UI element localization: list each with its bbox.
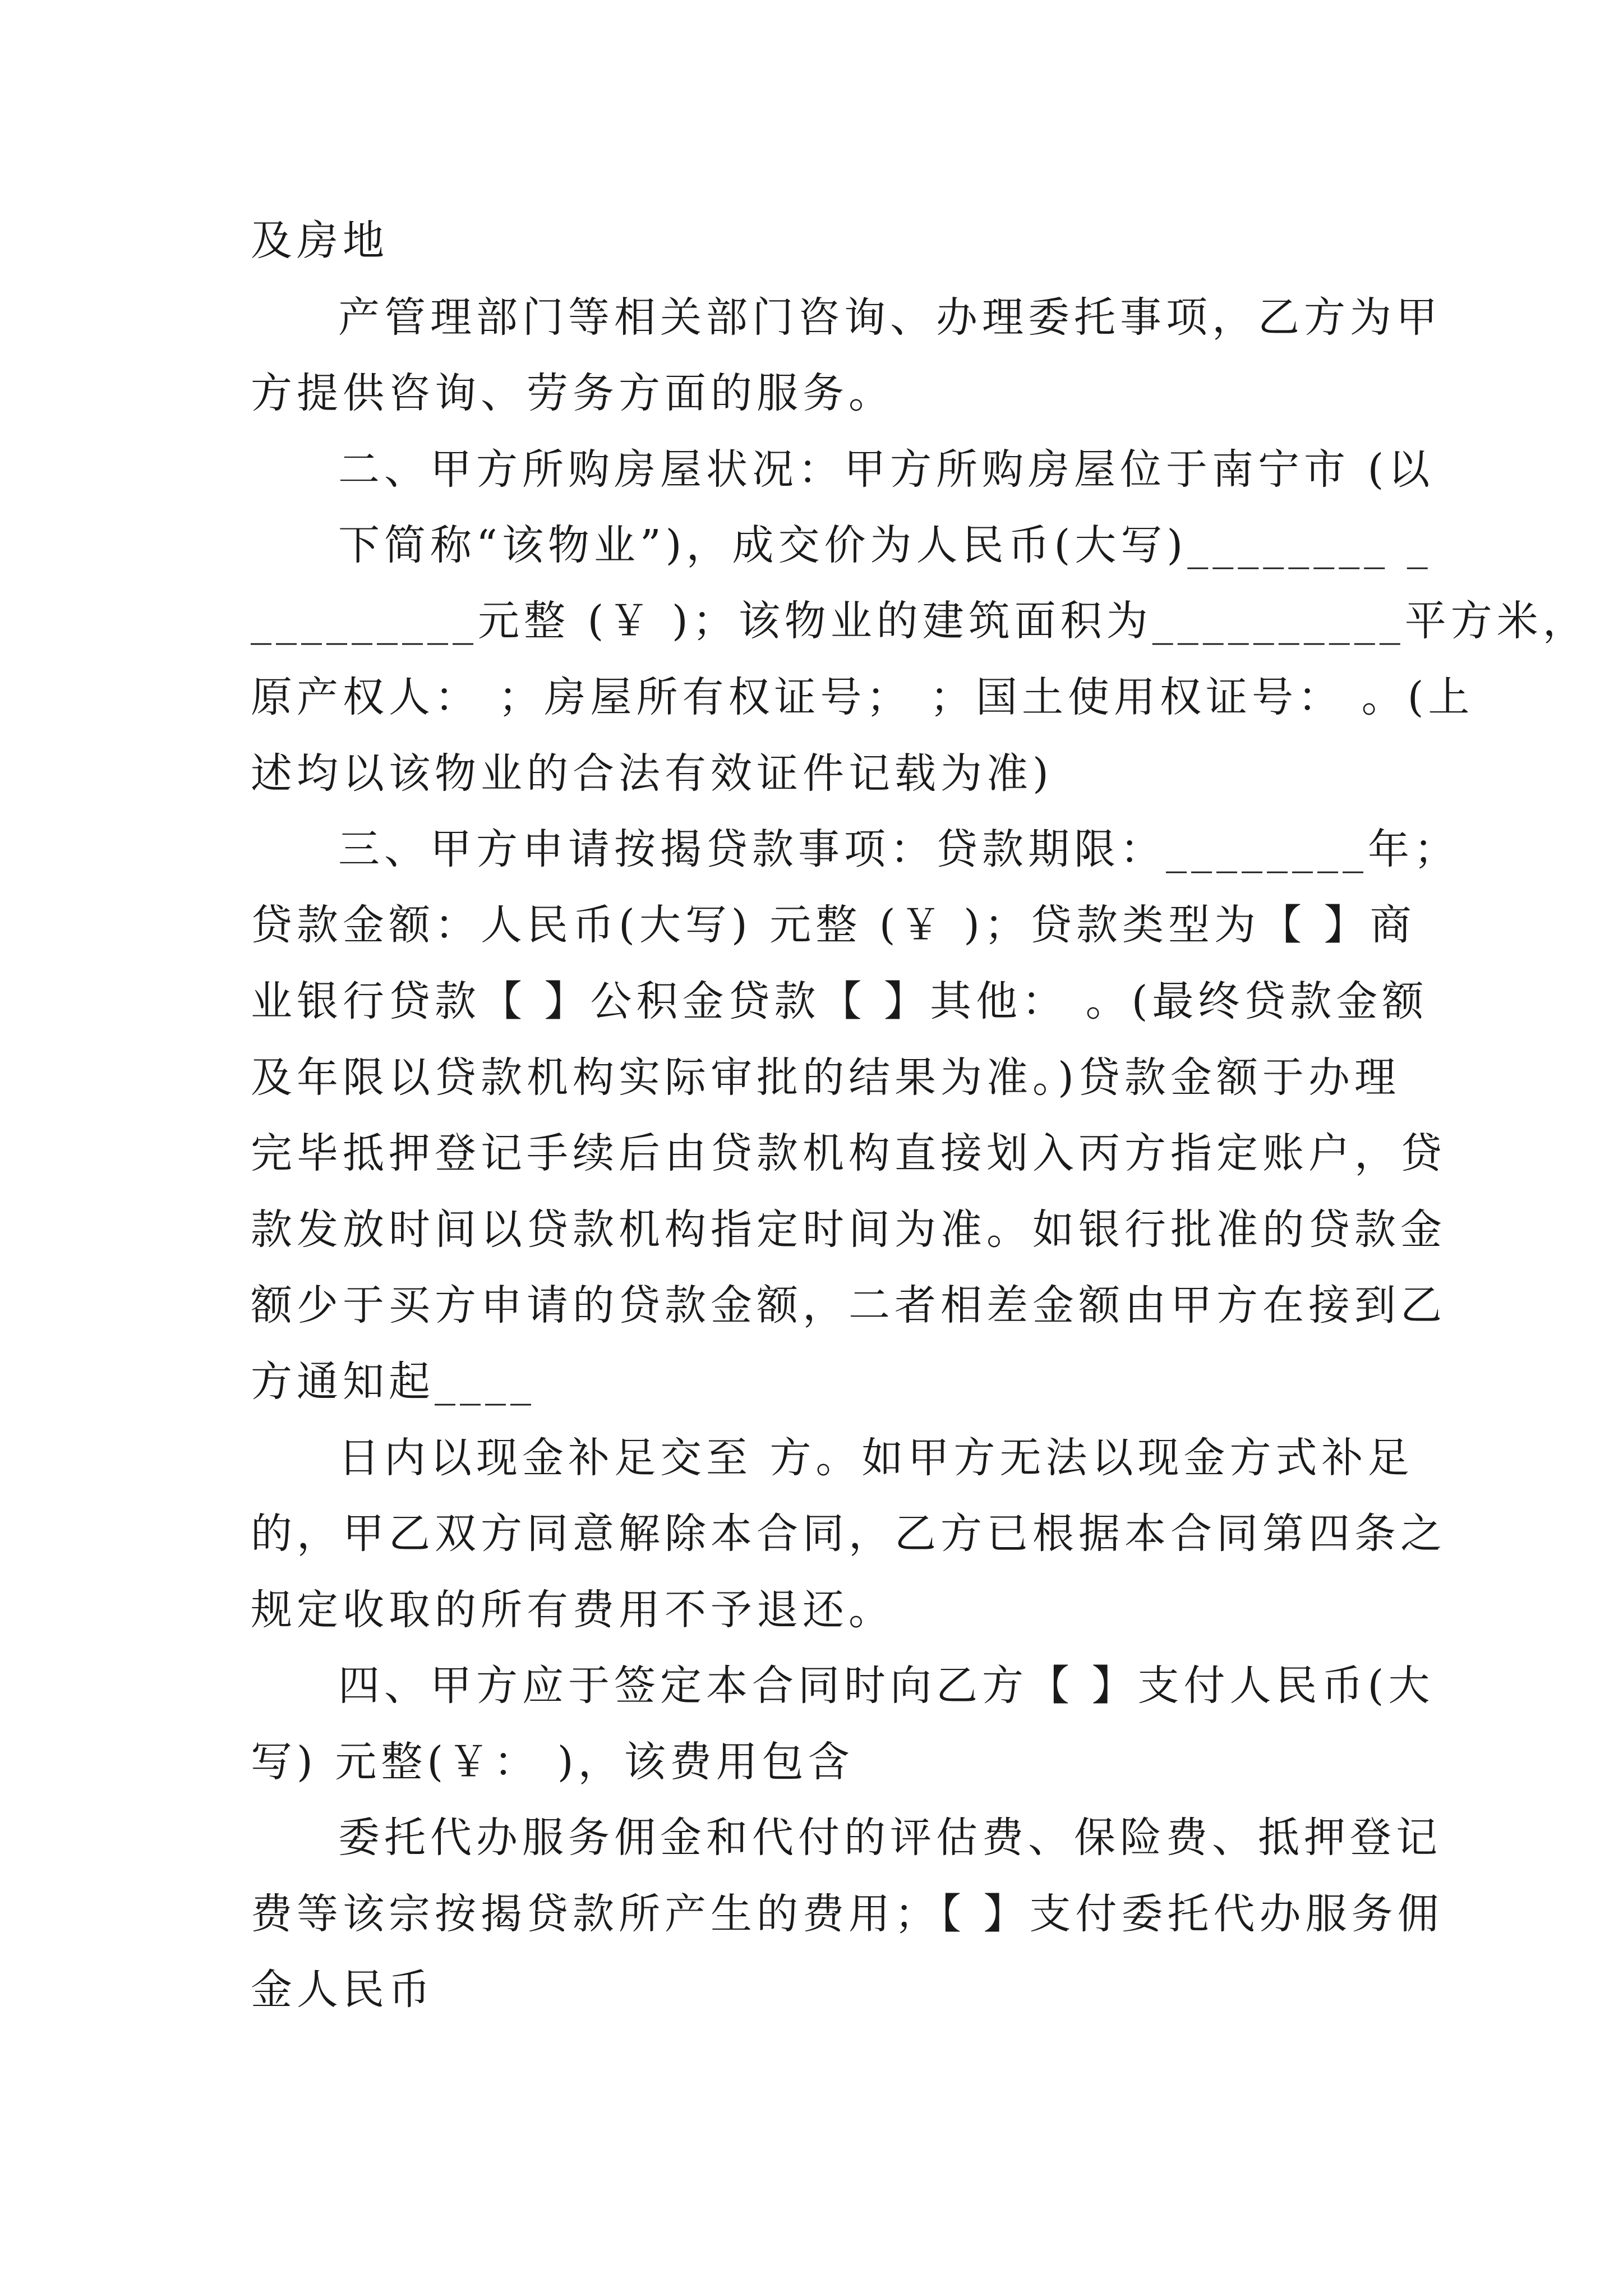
- text-line: 方通知起____: [251, 1358, 536, 1406]
- text-line: 述均以该物业的合法有效证件记载为准): [251, 749, 1053, 798]
- text-line: 三、甲方申请按揭贷款事项：贷款期限：________年；: [338, 825, 1460, 873]
- text-line: 金人民币: [251, 1966, 435, 2014]
- text-line: 及年限以贷款机构实际审批的结果为准。)贷款金额于办理: [251, 1053, 1400, 1102]
- text-line: 四、甲方应于签定本合同时向乙方【 】支付人民币(大: [338, 1662, 1435, 1710]
- text-line: 贷款金额：人民币(大写) 元整 (￥ )；贷款类型为【 】商: [251, 901, 1416, 949]
- text-line: 方提供咨询、劳务方面的服务。: [251, 369, 895, 417]
- text-line: 完毕抵押登记手续后由贷款机构直接划入丙方指定账户，贷: [251, 1129, 1446, 1177]
- text-line: 及房地: [251, 217, 389, 265]
- text-line: 业银行贷款【 】公积金贷款【 】其他： 。(最终贷款金额: [251, 977, 1428, 1025]
- text-line: 原产权人： ；房屋所有权证号； ；国土使用权证号： 。(上: [251, 673, 1474, 721]
- text-line: 下简称“该物业”)，成交价为人民币(大写)________ _: [338, 521, 1432, 569]
- text-line: 额少于买方申请的贷款金额，二者相差金额由甲方在接到乙: [251, 1281, 1446, 1329]
- text-line: 规定收取的所有费用不予退还。: [251, 1586, 895, 1634]
- text-line: _________元整 (￥ )；该物业的建筑面积为__________平方米，: [251, 597, 1589, 645]
- text-line: 的，甲乙双方同意解除本合同，乙方已根据本合同第四条之: [251, 1510, 1446, 1558]
- text-line: 日内以现金补足交至 方。如甲方无法以现金方式补足: [338, 1434, 1414, 1482]
- text-line: 二、甲方所购房屋状况：甲方所购房屋位于南宁市 (以: [338, 445, 1435, 494]
- text-line: 委托代办服务佣金和代付的评估费、保险费、抵押登记: [338, 1814, 1442, 1862]
- text-line: 写) 元整(￥： )，该费用包含: [251, 1738, 854, 1786]
- text-line: 款发放时间以贷款机构指定时间为准。如银行批准的贷款金: [251, 1205, 1446, 1254]
- text-line: 费等该宗按揭贷款所产生的费用；【 】支付委托代办服务佣: [251, 1890, 1444, 1938]
- text-line: 产管理部门等相关部门咨询、办理委托事项，乙方为甲: [338, 293, 1442, 342]
